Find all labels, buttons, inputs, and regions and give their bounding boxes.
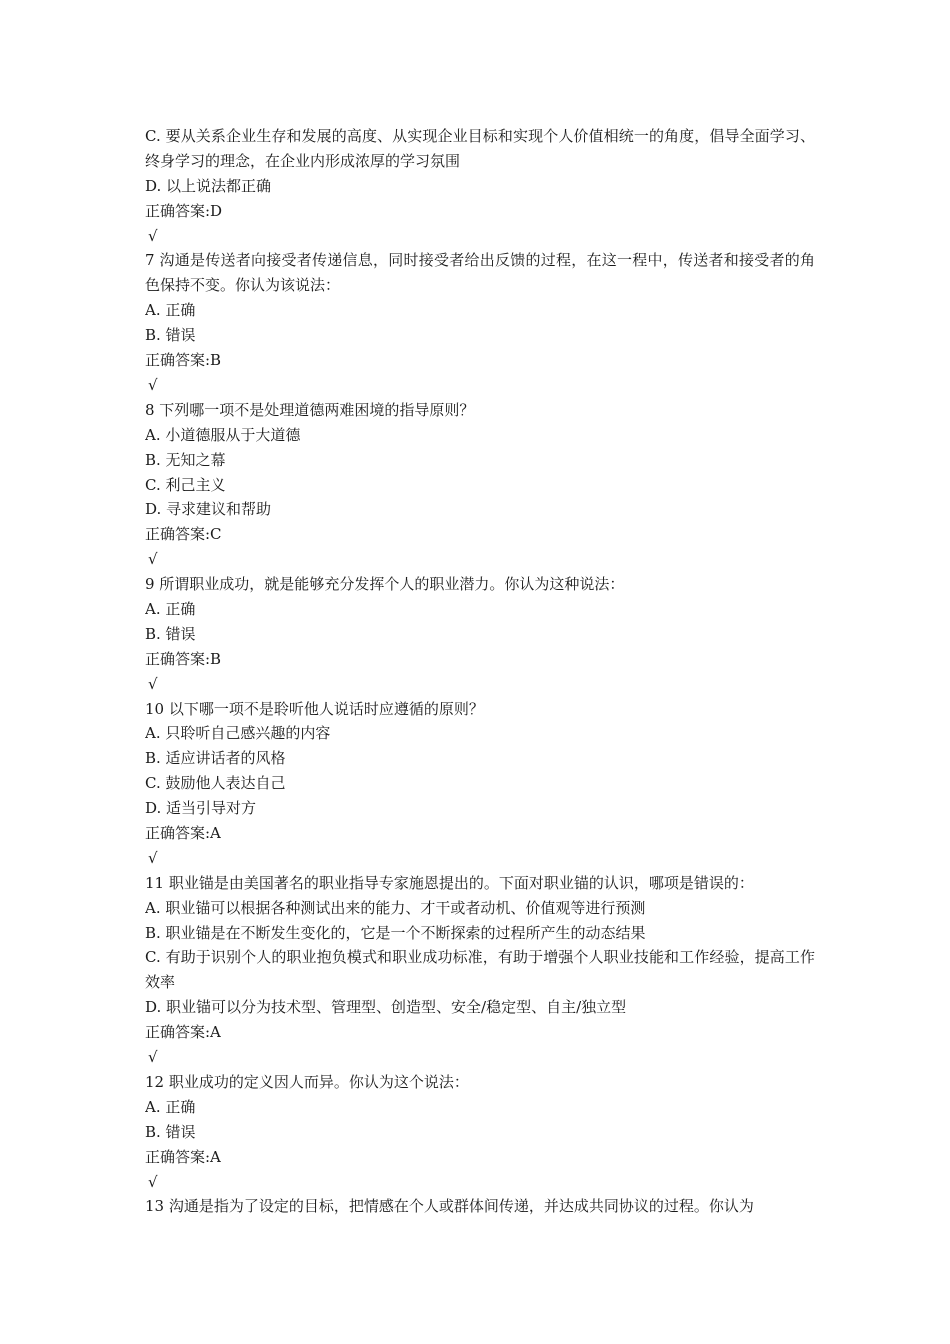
answer-option: C. 鼓励他人表达自己 [145, 774, 286, 793]
correct-answer: 正确答案:A [145, 1023, 221, 1042]
answer-option: A. 正确 [145, 301, 196, 320]
correct-answer: 正确答案:A [145, 824, 221, 842]
correct-answer: 正确答案:A [145, 1147, 221, 1166]
answer-option: A. 正确 [145, 599, 196, 618]
paragraph-line: C. 要从关系企业生存和发展的高度、从实现企业目标和实现个人价值相统一的角度，倡导全面学习、终身学习的理念，在企业内形成浓厚的学习氛围 [145, 127, 815, 170]
paragraph-line: C. 有助于识别个人的职业抱负模式和职业成功标准，有助于增强个人职业技能和工作经验，提高工作效率 [145, 948, 815, 992]
correct-answer: 正确答案:D [145, 201, 223, 220]
correct-answer: 正确答案:B [145, 351, 222, 370]
answer-option: B. 适应讲话者的风格 [145, 749, 286, 768]
answer-option: B. 错误 [145, 326, 196, 345]
check-mark: √ [148, 848, 158, 867]
check-mark: √ [148, 226, 158, 245]
question-text: 13 沟通是指为了设定的目标，把情感在个人或群体间传递，并达成共同协议的过程。你认为 [145, 1197, 754, 1216]
question-text: 8 下列哪一项不是处理道德两难困境的指导原则？ [145, 400, 475, 419]
document-body [145, 124, 815, 1219]
answer-option: B. 错误 [145, 1122, 196, 1141]
correct-answer: 正确答案:B [145, 649, 222, 668]
paragraph-line: 7 沟通是传送者向接受者传递信息，同时接受者给出反馈的过程，在这一程中，传送者和接受者的角色保持不变。你认为该说法： [145, 251, 815, 295]
check-mark: √ [148, 1172, 158, 1191]
question-text: 11 职业锚是由美国著名的职业指导专家施恩提出的。下面对职业锚的认识，哪项是错误的： [145, 873, 754, 892]
answer-option: A. 职业锚可以根据各种测试出来的能力、才干或者动机、价值观等进行预测 [145, 898, 646, 917]
answer-option: D. 适当引导对方 [145, 799, 257, 818]
answer-option: A. 正确 [145, 1097, 196, 1116]
question-text: 10 以下哪一项不是聆听他人说话时应遵循的原则？ [145, 699, 484, 718]
check-mark: √ [148, 375, 158, 394]
correct-answer: 正确答案:C [145, 525, 222, 544]
answer-option: B. 错误 [145, 624, 196, 643]
answer-option: B. 无知之幕 [145, 450, 226, 469]
check-mark: √ [148, 1048, 158, 1067]
answer-option: A. 只聆听自己感兴趣的内容 [145, 724, 331, 743]
answer-option: D. 职业锚可以分为技术型、管理型、创造型、安全/稳定型、自主/独立型 [145, 998, 627, 1017]
answer-option: C. 利己主义 [145, 475, 226, 494]
answer-option: B. 职业锚是在不断发生变化的，它是一个不断探索的过程所产生的动态结果 [145, 923, 646, 942]
question-text: 9 所谓职业成功，就是能够充分发挥个人的职业潜力。你认为这种说法： [145, 575, 625, 594]
check-mark: √ [148, 674, 158, 693]
answer-option: D. 以上说法都正确 [145, 176, 272, 195]
answer-option: D. 寻求建议和帮助 [145, 500, 272, 519]
question-text: 12 职业成功的定义因人而异。你认为这个说法： [145, 1072, 469, 1091]
answer-option: A. 小道德服从于大道德 [145, 425, 301, 444]
check-mark: √ [148, 550, 158, 569]
